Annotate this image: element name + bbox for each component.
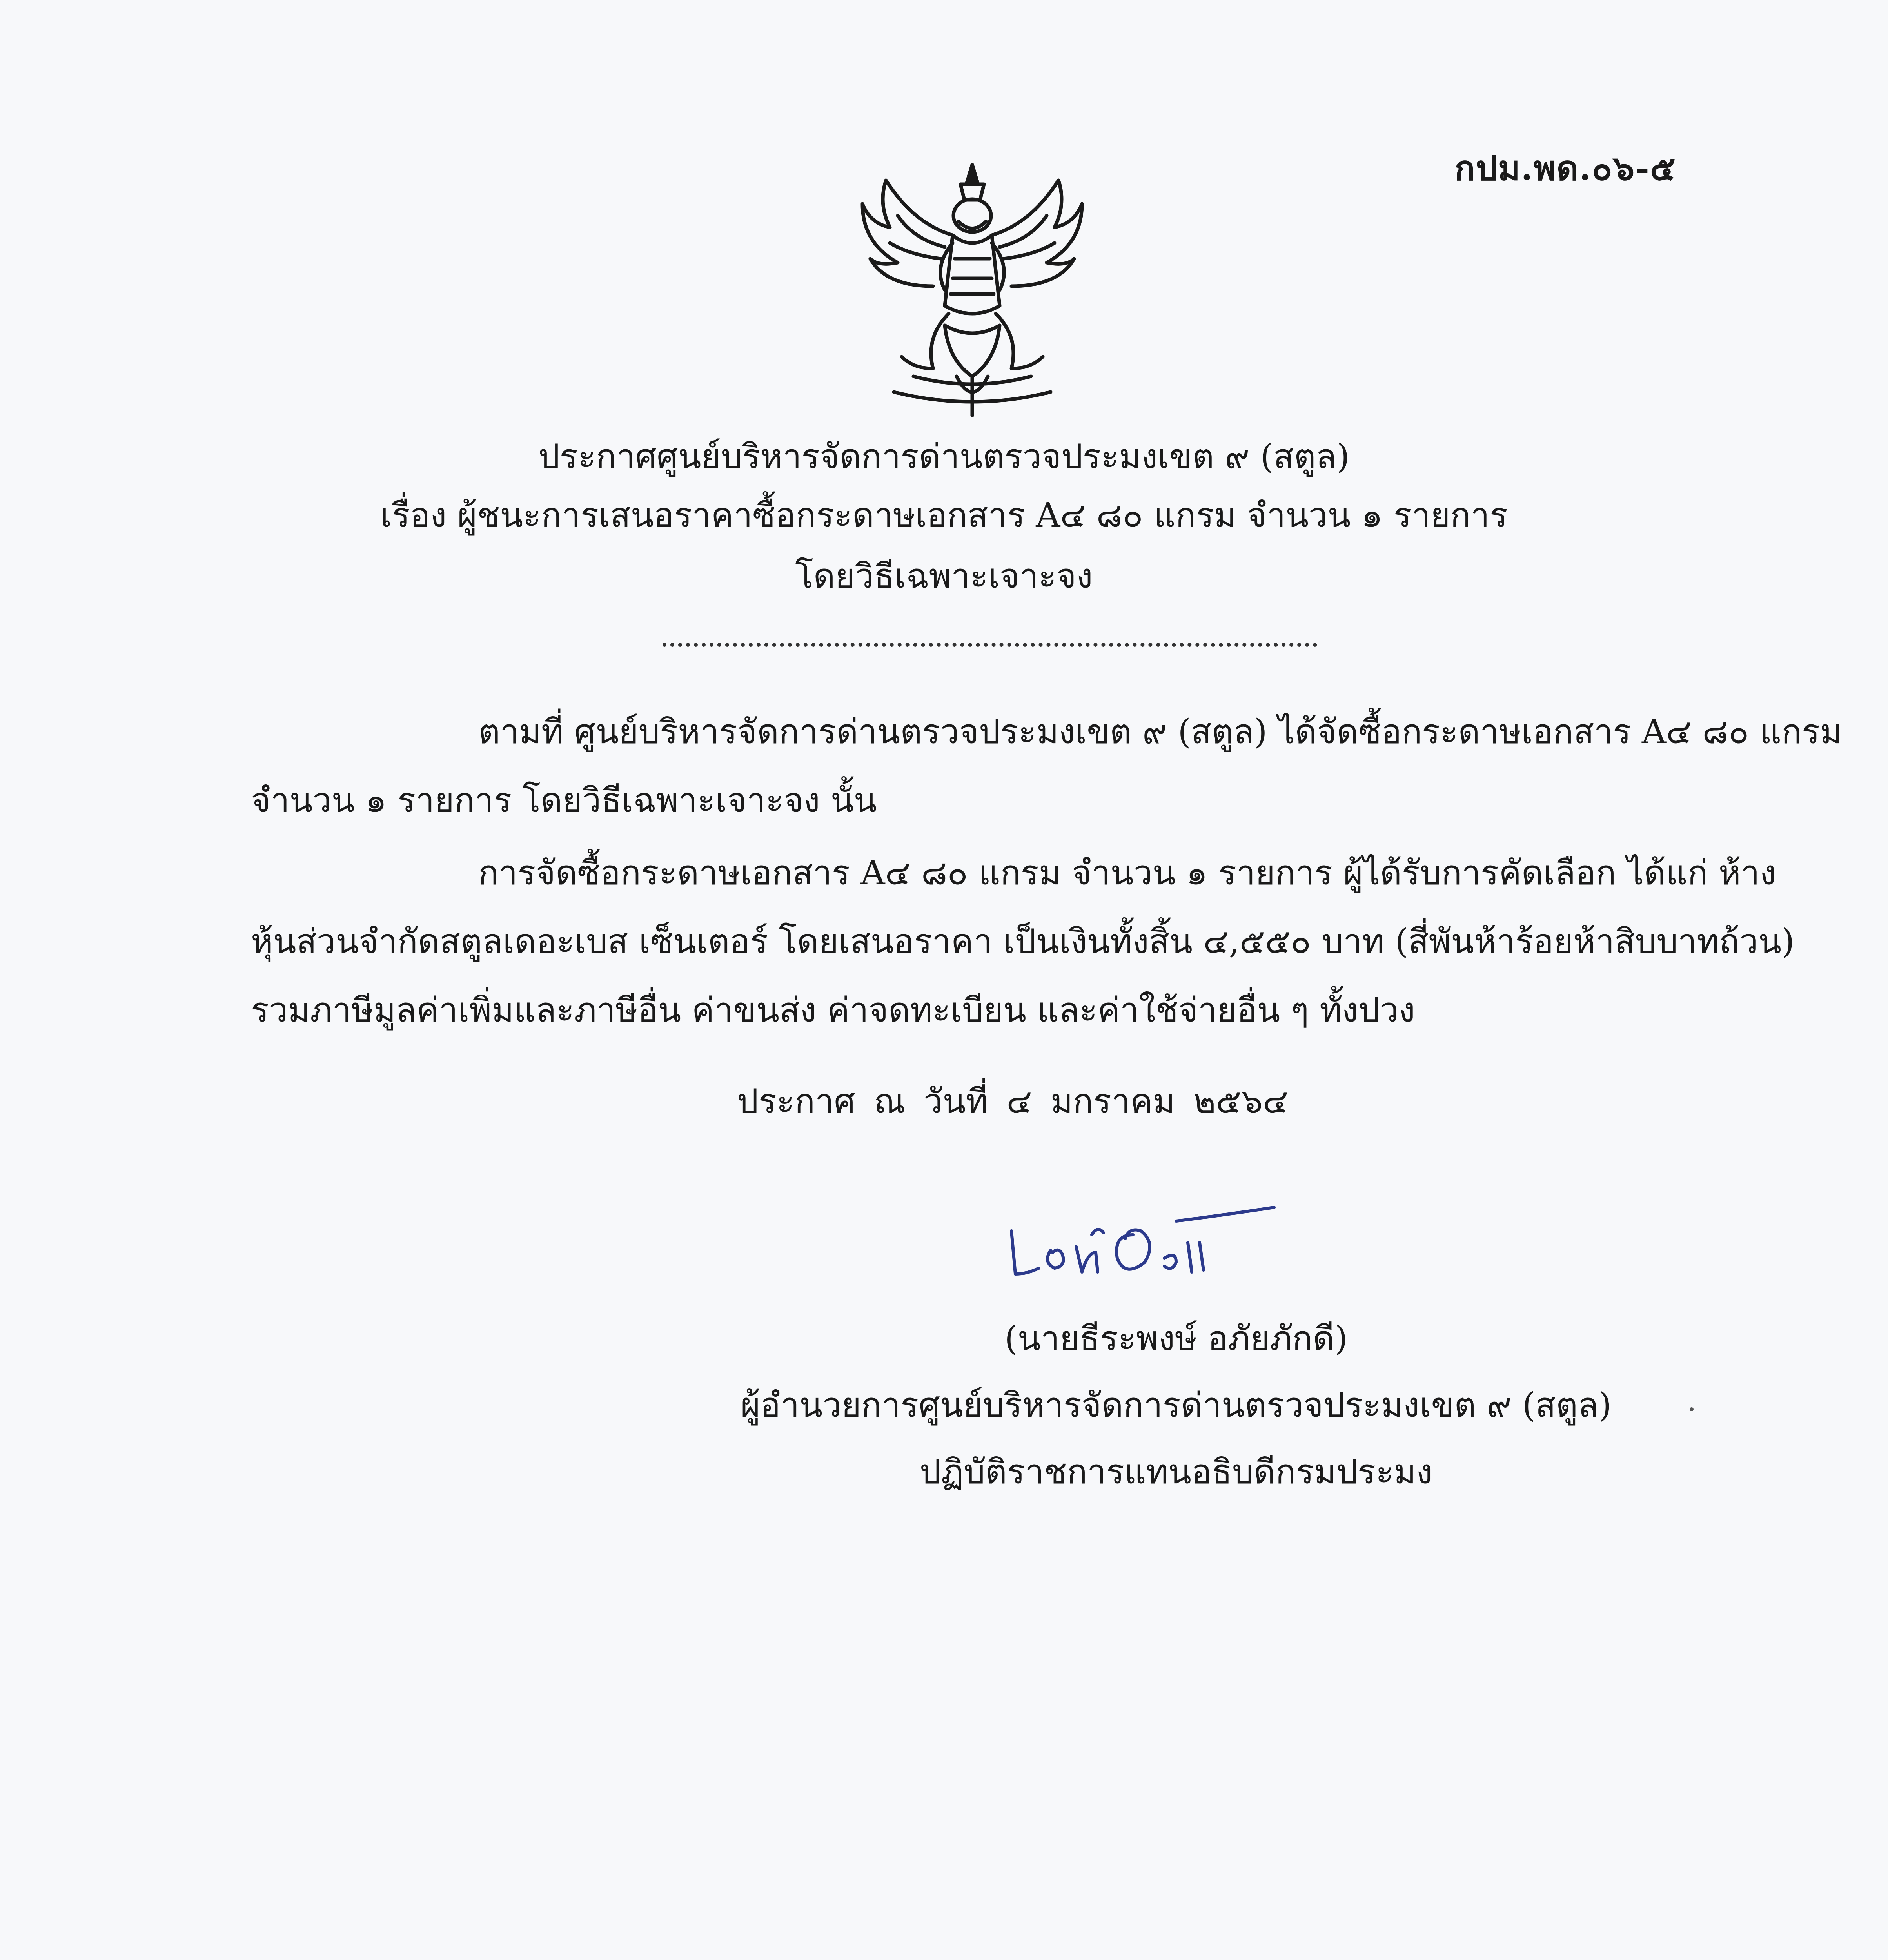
paragraph-2 bbox=[251, 839, 1795, 1045]
heading-subject: เรื่อง ผู้ชนะการเสนอราคาซื้อกระดาษเอกสาร A๔ ๘๐ แกรม จำนวน ๑ รายการ bbox=[380, 496, 1508, 535]
handwritten-signature bbox=[1004, 1184, 1278, 1294]
para2-line3: รวมภาษีมูลค่าเพิ่มและภาษีอื่น ค่าขนส่ง ค่าจดทะเบียน และค่าใช้จ่ายอื่น ๆ ทั้งปวง bbox=[251, 991, 1415, 1030]
para1-line2: จำนวน ๑ รายการ โดยวิธีเฉพาะเจาะจง นั้น bbox=[251, 781, 877, 820]
para1-line1: ตามที่ ศูนย์บริหารจัดการด่านตรวจประมงเขต ๙ (สตูล) ได้จัดซื้อกระดาษเอกสาร A๔ ๘๐ แกรม bbox=[478, 712, 1843, 751]
signatory-position: ผู้อำนวยการศูนย์บริหารจัดการด่านตรวจประมงเขต ๙ (สตูล) bbox=[740, 1386, 1612, 1425]
signatory-name: (นายธีระพงษ์ อภัยภักดี) bbox=[1004, 1319, 1348, 1358]
paragraph-1 bbox=[251, 698, 1843, 835]
heading-line-1: ประกาศศูนย์บริหารจัดการด่านตรวจประมงเขต ๙ (สตูล) bbox=[538, 437, 1350, 476]
garuda-emblem-icon bbox=[855, 157, 1090, 423]
dotted-divider bbox=[663, 635, 1317, 647]
para2-line1: การจัดซื้อกระดาษเอกสาร A๔ ๘๐ แกรม จำนวน ๑ รายการ ผู้ได้รับการคัดเลือก ได้แก่ ห้าง bbox=[478, 853, 1776, 893]
paper-speck bbox=[1690, 1407, 1694, 1411]
para2-line2: หุ้นส่วนจำกัดสตูลเดอะเบส เซ็นเตอร์ โดยเสนอราคา เป็นเงินทั้งสิ้น ๔,๕๕๐ บาท (สี่พันห้าร้อยห้าสิบบาทถ้วน) bbox=[251, 922, 1795, 961]
form-code: กปม.พด.๐๖-๕ bbox=[1454, 149, 1676, 188]
signature-block bbox=[706, 1305, 1647, 1505]
heading-method: โดยวิธีเฉพาะเจาะจง bbox=[795, 557, 1093, 596]
announce-date: ประกาศ ณ วันที่ ๔ มกราคม ๒๕๖๔ bbox=[737, 1082, 1289, 1121]
signatory-acting-for: ปฏิบัติราชการแทนอธิบดีกรมประมง bbox=[919, 1452, 1433, 1492]
